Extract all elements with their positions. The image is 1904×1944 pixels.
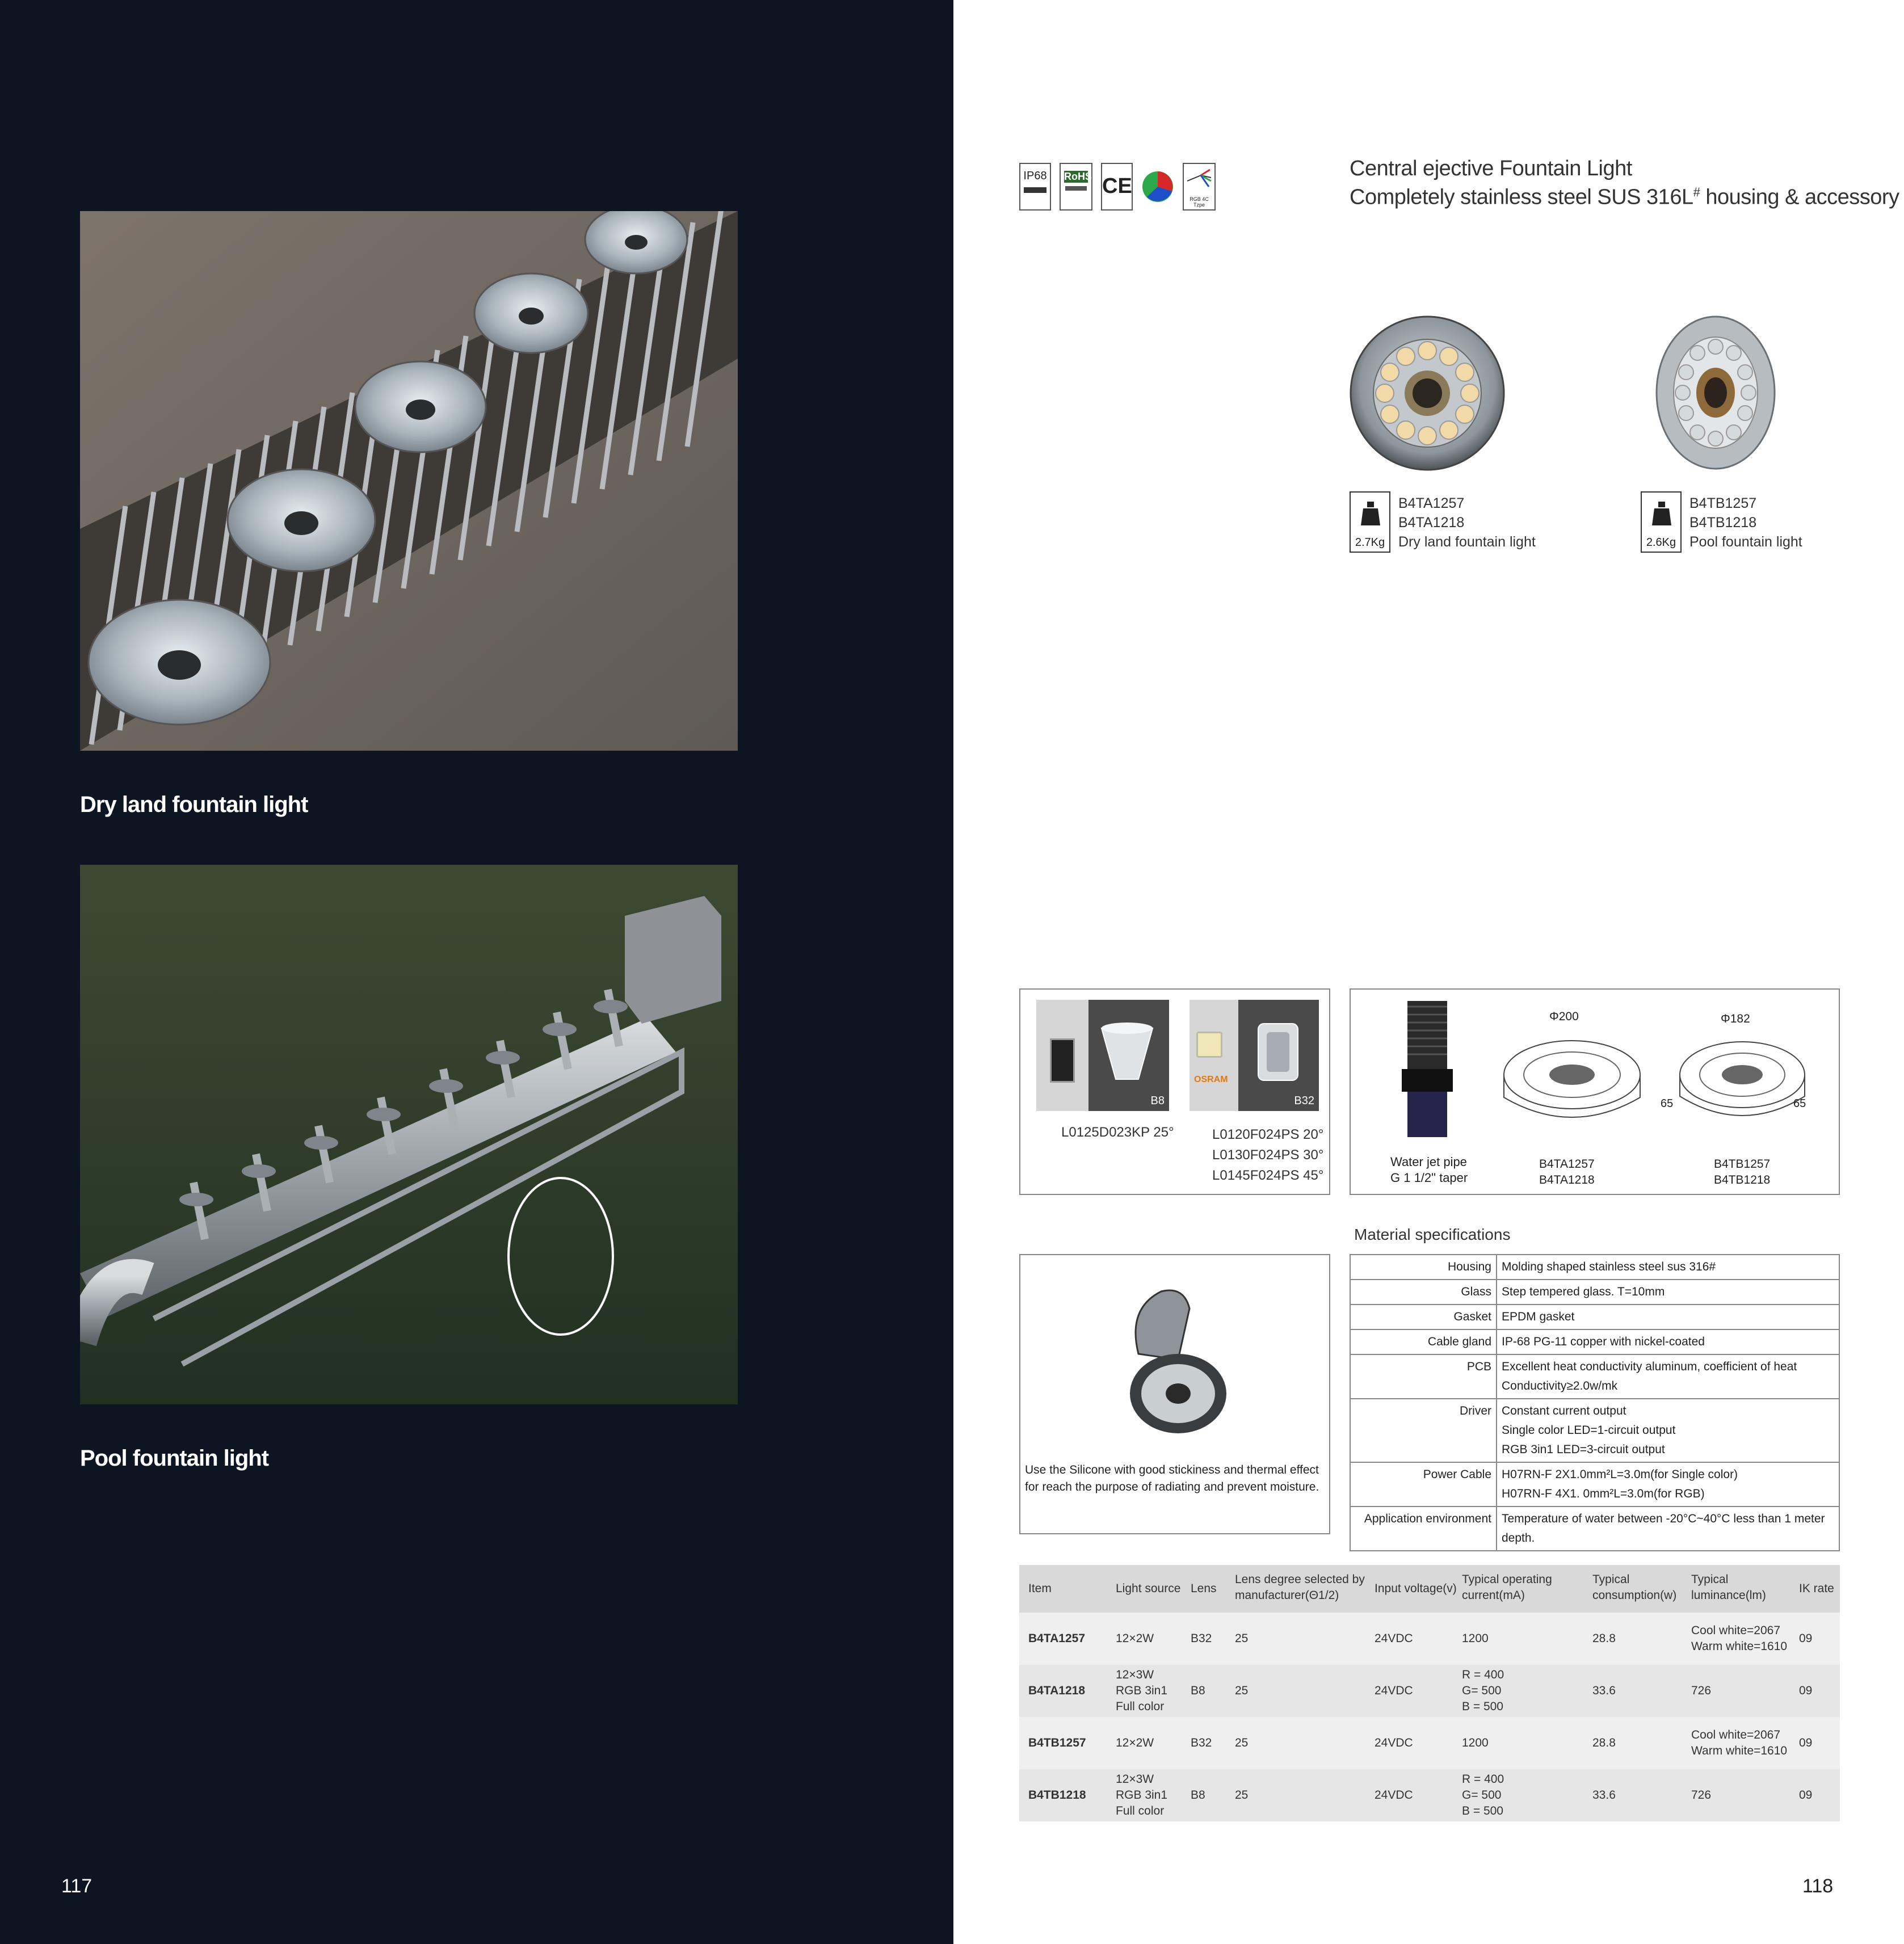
- table-header: Typical consumption(w): [1592, 1573, 1677, 1602]
- water-jet-pipe-icon: [1396, 1001, 1459, 1137]
- item-cell: B4TA1257: [1028, 1632, 1085, 1645]
- product-title: Central ejective Fountain Light: [1350, 157, 1632, 180]
- table-cell: 726: [1691, 1684, 1712, 1697]
- page-number-right: 118: [1802, 1875, 1834, 1897]
- rgb-color-badge: [1141, 163, 1174, 211]
- item-cell: B4TA1218: [1028, 1684, 1085, 1697]
- material-row: Power Cable H07RN-F 2X1.0mm²L=3.0m(for Single color) H07RN-F 4X1. 0mm²L=3.0m(for RGB): [1350, 1462, 1839, 1507]
- material-row: Driver Constant current output Single color LED=1-circuit output RGB 3in1 LED=3-circuit output: [1350, 1399, 1839, 1462]
- table-row: [1019, 1613, 1840, 1665]
- table-cell: 09: [1799, 1632, 1813, 1645]
- weight-box-a: 2.7Kg: [1350, 491, 1390, 553]
- table-header: Item: [1028, 1582, 1052, 1595]
- material-row: Gasket EPDM gasket: [1350, 1305, 1839, 1329]
- table-header-row: [1019, 1565, 1840, 1613]
- dry-land-product-image: [1350, 311, 1505, 476]
- table-cell: B8: [1191, 1789, 1205, 1802]
- table-row: [1019, 1717, 1840, 1769]
- weight-icon: [1652, 502, 1671, 525]
- ip68-badge: IP68: [1019, 163, 1051, 211]
- height-a: 65: [1661, 1097, 1674, 1110]
- pool-product-image: [1655, 315, 1776, 470]
- dry-land-caption: Dry land fountain light: [80, 792, 308, 817]
- lens-b8-icon: [1099, 1023, 1155, 1085]
- led-spec-b8: L0125D023KP 25°: [1061, 1125, 1174, 1140]
- diameter-b: Φ182: [1721, 1012, 1750, 1025]
- dimension-box: [1350, 988, 1840, 1195]
- pool-fountain-photo: [80, 865, 738, 1404]
- table-cell: 726: [1691, 1789, 1712, 1802]
- material-spec-title: Material specifications: [1354, 1226, 1511, 1243]
- table-cell: 09: [1799, 1736, 1813, 1749]
- material-row: PCB Excellent heat conductivity aluminum, coefficient of heat Conductivity≥2.0w/mk: [1350, 1354, 1839, 1399]
- table-cell: 24VDC: [1375, 1789, 1413, 1802]
- table-cell: 24VDC: [1375, 1684, 1413, 1697]
- item-cell: B4TB1257: [1028, 1736, 1086, 1749]
- silicone-product-image: [1116, 1286, 1229, 1439]
- product-data-table: [1019, 1565, 1840, 1821]
- dry-land-fountain-photo: [80, 211, 738, 751]
- table-cell: 24VDC: [1375, 1632, 1413, 1645]
- table-cell: 25: [1235, 1684, 1249, 1697]
- table-header: Typical luminance(lm): [1691, 1573, 1766, 1602]
- table-header: Typical operating current(mA): [1462, 1573, 1552, 1602]
- table-cell: 28.8: [1592, 1632, 1616, 1645]
- pool-caption: Pool fountain light: [80, 1446, 269, 1471]
- height-b: 65: [1793, 1097, 1806, 1110]
- table-cell: B32: [1191, 1736, 1212, 1749]
- lens-b8-image: B8: [1036, 1000, 1169, 1111]
- table-cell: 12×2W: [1116, 1736, 1154, 1749]
- pipe-label: Water jet pipe G 1 1/2" taper: [1390, 1155, 1468, 1185]
- diameter-a: Φ200: [1549, 1010, 1579, 1023]
- table-cell: R = 400 G= 500 B = 500: [1462, 1668, 1504, 1713]
- rgb-wheel-icon: [1141, 163, 1174, 211]
- table-header: Light source: [1116, 1582, 1181, 1595]
- lens-b32-image: OSRAM B32: [1190, 1000, 1319, 1111]
- model-info-a: B4TA1257 B4TA1218 Dry land fountain light: [1398, 495, 1536, 550]
- material-row: Cable gland IP-68 PG-11 copper with nickel-coated: [1350, 1329, 1839, 1354]
- table-cell: 1200: [1462, 1632, 1489, 1645]
- silicone-note: Use the Silicone with good stickiness and thermal effect for reach the purpose of radiating and prevent moisture.: [1025, 1463, 1319, 1493]
- lens-b32-icon: [1250, 1018, 1306, 1086]
- weight-box-b: 2.6Kg: [1641, 491, 1682, 553]
- table-cell: 12×3W RGB 3in1 Full color: [1116, 1773, 1168, 1817]
- models-a: B4TA1257 B4TA1218: [1539, 1158, 1595, 1186]
- table-header: IK rate: [1799, 1582, 1834, 1595]
- table-cell: 25: [1235, 1632, 1249, 1645]
- silicone-box: [1019, 1254, 1330, 1534]
- ce-badge: CE: [1101, 163, 1133, 211]
- table-cell: Cool white=2067 Warm white=1610: [1691, 1728, 1788, 1757]
- material-row: Housing Molding shaped stainless steel sus 316#: [1350, 1255, 1839, 1280]
- table-cell: Cool white=2067 Warm white=1610: [1691, 1624, 1788, 1653]
- table-cell: 1200: [1462, 1736, 1489, 1749]
- rohs-badge: RoHS: [1060, 163, 1092, 211]
- material-spec-table: [1350, 1254, 1840, 1551]
- material-row: Glass Step tempered glass. T=10mm: [1350, 1280, 1839, 1305]
- lens-options-box: [1019, 988, 1330, 1195]
- table-row: [1019, 1769, 1840, 1821]
- product-subtitle: Completely stainless steel SUS 316L# housing & accessory: [1350, 185, 1899, 209]
- rgb-spectrum-icon: [1184, 164, 1214, 195]
- table-row: [1019, 1665, 1840, 1717]
- table-header: Lens: [1191, 1582, 1217, 1595]
- weight-icon: [1361, 502, 1380, 525]
- table-cell: 12×3W RGB 3in1 Full color: [1116, 1668, 1168, 1713]
- table-cell: B32: [1191, 1632, 1212, 1645]
- table-cell: 28.8: [1592, 1736, 1616, 1749]
- osram-led-icon: [1196, 1032, 1222, 1058]
- table-body: [1019, 1613, 1840, 1821]
- page-number-left: 117: [61, 1875, 93, 1897]
- table-cell: R = 400 G= 500 B = 500: [1462, 1773, 1504, 1817]
- table-header: Input voltage(v): [1375, 1582, 1457, 1595]
- led-spec-b32: L0120F024PS 20° L0130F024PS 30° L0145F024PS 45°: [1212, 1127, 1324, 1183]
- item-cell: B4TB1218: [1028, 1789, 1086, 1802]
- table-cell: 33.6: [1592, 1789, 1616, 1802]
- table-cell: B8: [1191, 1684, 1205, 1697]
- model-info-b: B4TB1257 B4TB1218 Pool fountain light: [1689, 495, 1802, 550]
- table-cell: 09: [1799, 1789, 1813, 1802]
- led-chip-icon: [1050, 1038, 1075, 1083]
- table-header: Lens degree selected by manufacturer(Θ1/2): [1235, 1573, 1365, 1602]
- table-cell: 09: [1799, 1684, 1813, 1697]
- table-cell: 24VDC: [1375, 1736, 1413, 1749]
- dimension-drawing-a: [1498, 1024, 1646, 1137]
- dimension-drawing-b: [1674, 1024, 1810, 1137]
- table-cell: 25: [1235, 1736, 1249, 1749]
- rgb-type-badge: RGB 4C Tzpe: [1183, 163, 1216, 211]
- table-cell: 25: [1235, 1789, 1249, 1802]
- table-cell: 12×2W: [1116, 1632, 1154, 1645]
- models-b: B4TB1257 B4TB1218: [1714, 1158, 1771, 1186]
- material-row: Application environment Temperature of water between -20°C~40°C less than 1 meter depth.: [1350, 1507, 1839, 1551]
- table-cell: 33.6: [1592, 1684, 1616, 1697]
